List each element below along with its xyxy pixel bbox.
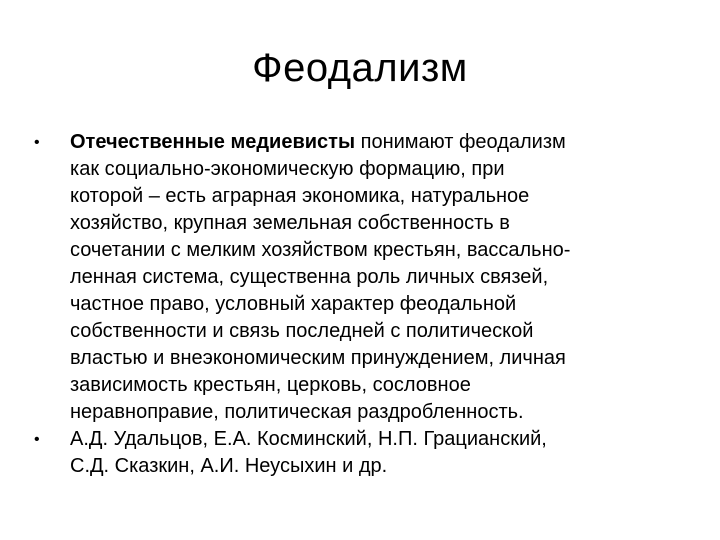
- bullet-line: властью и внеэкономическим принуждением, личная: [70, 347, 566, 369]
- slide-title: Феодализм: [252, 46, 468, 90]
- bullet-line: как социально-экономическую формацию, при: [70, 158, 505, 180]
- bullet-line: частное право, условный характер феодальной: [70, 293, 517, 315]
- bullet-line: неравноправие, политическая раздробленность.: [70, 401, 524, 423]
- bullet-line: [70, 129, 702, 156]
- bullet-list: [34, 129, 702, 480]
- bullet-line: ленная система, существенна роль личных связей,: [70, 266, 549, 288]
- bullet-line: хозяйство, крупная земельная собственность в: [70, 212, 510, 234]
- bullet-line: А.Д. Удальцов, Е.А. Косминский, Н.П. Грацианский,: [70, 428, 547, 450]
- bullet-line: которой – есть аграрная экономика, натуральное: [70, 185, 530, 207]
- bullet-line: зависимость крестьян, церковь, сословное: [70, 374, 471, 396]
- bullet-icon: •: [34, 431, 40, 448]
- bullet-line: собственности и связь последней с политической: [70, 320, 534, 342]
- bold-lead: Отечественные медиевисты: [70, 131, 356, 153]
- bullet-line: сочетании с мелким хозяйством крестьян, вассально-: [70, 239, 571, 261]
- bullet-item-definition: [34, 129, 702, 426]
- bullet-icon: •: [34, 134, 40, 151]
- bullet-text: понимают феодализм: [355, 131, 566, 153]
- bullet-item-authors: [34, 426, 702, 480]
- bullet-line: С.Д. Сказкин, А.И. Неусыхин и др.: [70, 455, 388, 477]
